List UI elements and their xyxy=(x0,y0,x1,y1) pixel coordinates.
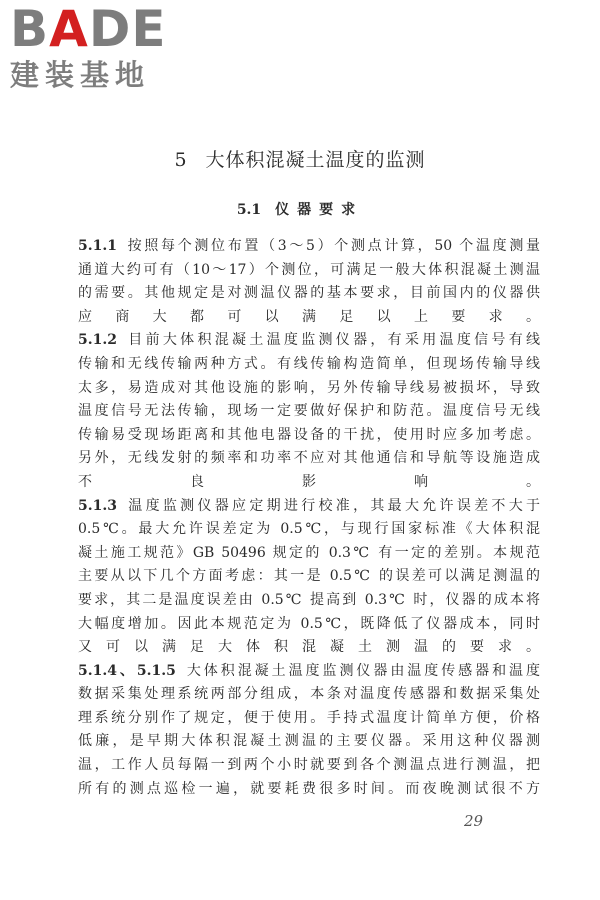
logo-letter-b: B xyxy=(10,0,50,58)
line-text: 所有的测点巡检一遍，就要耗费很多时间。而夜晚测试很不方 xyxy=(78,780,540,797)
line-text: 温，工作人员每隔一到两个小时就要到各个测温点进行测温，把 xyxy=(78,757,540,774)
clause-number: 5.1.1 xyxy=(78,238,117,254)
text-line xyxy=(78,683,540,707)
text-line xyxy=(78,306,540,330)
line-text: 大幅度增加。因此本规范定为 0.5℃，既降低了仪器成本，同时 xyxy=(78,615,540,632)
line-text: 主要从以下几个方面考虑：其一是 0.5℃ 的误差可以满足测温的 xyxy=(78,568,540,585)
clause-number: 5.1.4、5.1.5 xyxy=(78,662,176,679)
text-line xyxy=(78,353,540,377)
clause-number: 5.1.2 xyxy=(78,332,117,349)
clause-number: 5.1.3 xyxy=(78,497,117,514)
body-text xyxy=(78,235,540,801)
line-text: 太多，易造成对其他设施的影响，另外传输导线易被损坏，导致 xyxy=(78,379,540,396)
line-text: 应商大都可以满足以上要求。 xyxy=(78,308,540,325)
page-number: 29 xyxy=(464,812,484,830)
text-line xyxy=(78,778,540,802)
text-line xyxy=(78,447,540,471)
line-text: 低廉，是早期大体积混凝土测温的主要仪器。采用这种仪器测 xyxy=(78,733,540,750)
line-text: 温度信号无法传输，现场一定要做好保护和防范。温度信号无线 xyxy=(78,403,540,420)
text-line xyxy=(78,707,540,731)
text-line xyxy=(78,259,540,283)
text-line xyxy=(78,542,540,566)
text-line xyxy=(78,282,540,306)
line-text: 温度监测仪器应定期进行校准，其最大允许误差不大于 xyxy=(124,497,540,514)
bade-logo xyxy=(10,0,180,96)
text-line xyxy=(78,471,540,495)
line-text: 另外，无线发射的频率和功率不应对其他通信和导航等设施造成 xyxy=(78,450,540,467)
logo-wordmark xyxy=(10,0,180,58)
text-line xyxy=(78,636,540,660)
text-line xyxy=(78,754,540,778)
text-line xyxy=(78,235,540,259)
line-text: 不良影响。 xyxy=(78,473,540,490)
text-line xyxy=(78,495,540,519)
line-text: 通道大约可有（10～17）个测位，可满足一般大体积混凝土测温 xyxy=(78,261,540,278)
text-line xyxy=(78,660,540,684)
text-line xyxy=(78,613,540,637)
line-text: 数据采集处理系统两部分组成，本条对温度传感器和数据采集处 xyxy=(78,686,540,703)
line-text: 传输和无线传输两种方式。有线传输构造简单，但现场传输导线 xyxy=(78,355,540,372)
line-text: 要求，其二是温度误差由 0.5℃ 提高到 0.3℃ 时，仪器的成本将 xyxy=(78,591,540,608)
line-text: 理系统分别作了规定，便于使用。手持式温度计简单方便，价格 xyxy=(78,709,540,726)
chapter-title xyxy=(0,146,600,174)
logo-letters-de: DE xyxy=(88,0,167,58)
line-text: 的需要。其他规定是对测温仪器的基本要求，目前国内的仪器供 xyxy=(78,285,540,302)
text-line xyxy=(78,589,540,613)
line-text: 传输易受现场距离和其他电器设备的干扰，使用时应多加考虑。 xyxy=(78,426,540,443)
line-text: 大体积混凝土温度监测仪器由温度传感器和温度 xyxy=(183,662,541,679)
section-title-text: 仪器要求 xyxy=(275,202,364,218)
logo-letter-a: A xyxy=(49,0,89,58)
text-line xyxy=(78,377,540,401)
line-text: 按照每个测位布置（3～5）个测点计算，50 个温度测量 xyxy=(124,238,540,254)
line-text: 目前大体积混凝土温度监测仪器，有采用温度信号有线 xyxy=(124,332,540,349)
line-text: 0.5℃。最大允许误差定为 0.5℃，与现行国家标准《大体积混 xyxy=(78,521,540,538)
text-line xyxy=(78,730,540,754)
chapter-title-text: 大体积混凝土温度的监测 xyxy=(205,149,426,171)
line-text: 又可以满足大体积混凝土测温的要求。 xyxy=(78,639,540,656)
text-line xyxy=(78,565,540,589)
chapter-number: 5 xyxy=(174,149,188,171)
section-number: 5.1 xyxy=(236,202,262,218)
text-line xyxy=(78,424,540,448)
text-line xyxy=(78,400,540,424)
section-title xyxy=(0,200,600,220)
text-line xyxy=(78,329,540,353)
text-line xyxy=(78,518,540,542)
line-text: 凝土施工规范》GB 50496 规定的 0.3℃ 有一定的差别。本规范 xyxy=(78,544,540,561)
logo-subtitle: 建装基地 xyxy=(10,58,151,92)
